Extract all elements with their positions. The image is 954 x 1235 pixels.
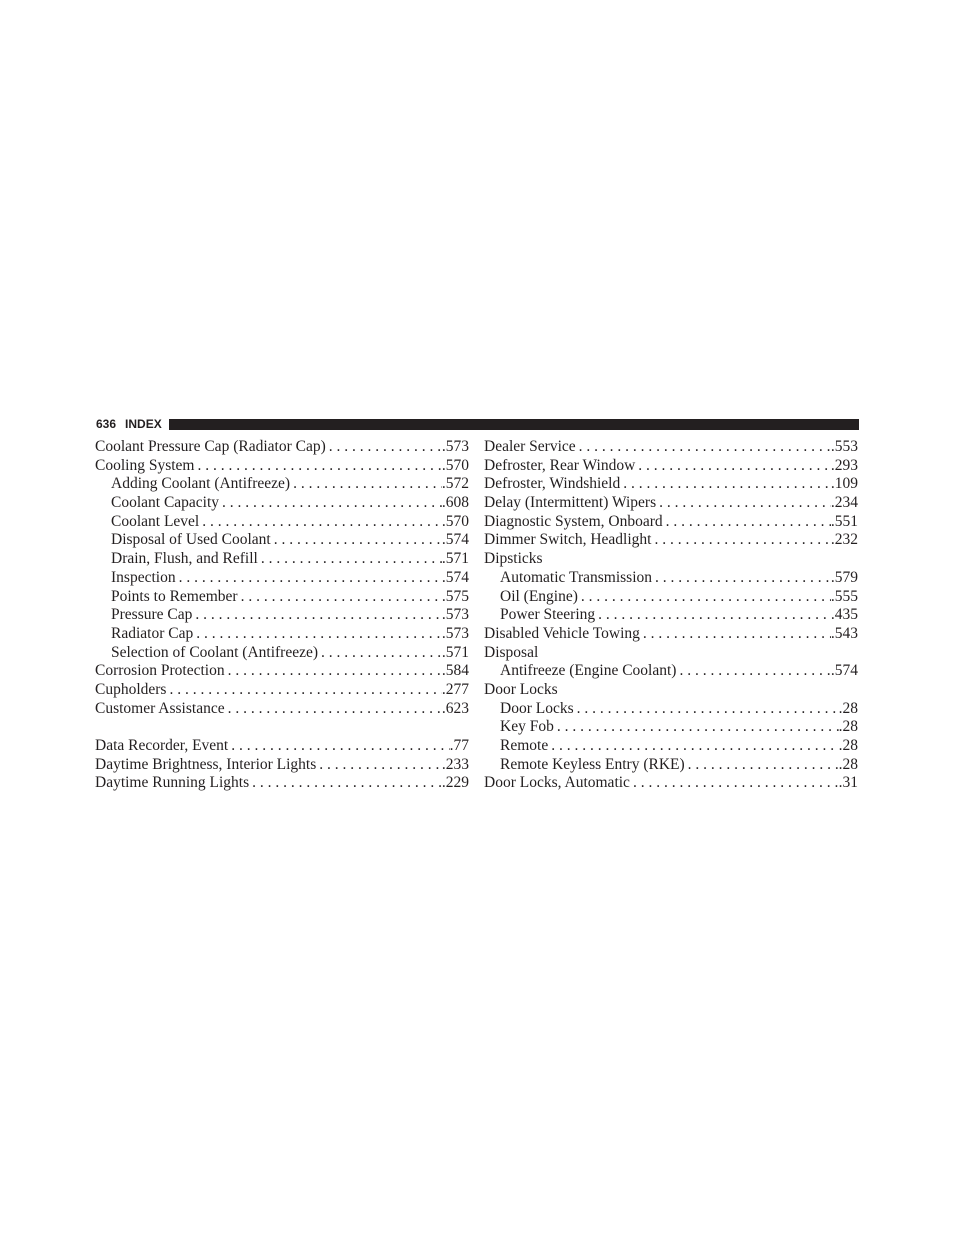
entry-label: Remote [500,737,549,754]
entry-label: Dimmer Switch, Headlight [484,531,652,549]
index-entry [484,625,858,644]
entry-label: Pressure Cap [111,606,193,624]
dot-leader [179,569,442,588]
dot-leader [222,494,442,513]
entry-page-number: .77 [449,737,469,754]
dot-leader [228,662,442,681]
index-entry [484,644,858,663]
dot-leader [169,681,441,700]
entry-label: Door Locks, Automatic [484,774,630,792]
page-number: 636 [96,417,117,431]
index-column-left [95,438,469,793]
entry-label: Defroster, Rear Window [484,456,636,474]
entry-label: Daytime Running Lights [95,774,250,792]
index-subentry [484,662,858,681]
index-subentry [95,588,469,607]
dot-leader [579,438,831,457]
dot-leader [659,494,831,513]
entry-page-number: .574 [830,662,858,680]
dot-leader [633,774,839,793]
index-entry [484,475,858,494]
entry-page-number: .571 [441,643,469,661]
entry-page-number: .555 [830,587,858,605]
index-entry [484,774,858,793]
index-subentry [95,513,469,532]
index-subentry [484,718,858,737]
entry-label: Points to Remember [111,587,238,605]
dot-leader [231,737,449,756]
index-entry [484,550,858,569]
entry-label: Disabled Vehicle Towing [484,624,640,642]
entry-label: Coolant Pressure Cap (Radiator Cap) [95,438,326,455]
entry-page-number: .623 [441,699,469,717]
dot-leader [679,662,830,681]
entry-label: Dipsticks [484,550,543,568]
entry-label: Corrosion Protection [95,662,225,680]
entry-page-number: .608 [441,494,469,512]
entry-page-number: .574 [441,568,469,586]
dot-leader [195,606,442,625]
index-entry [95,756,469,775]
index-entry [95,438,469,457]
entry-label: Adding Coolant (Antifreeze) [111,475,291,493]
index-subentry [95,475,469,494]
index-subentry [484,569,858,588]
dot-leader [577,700,839,719]
index-subentry [95,494,469,513]
dot-leader [241,588,442,607]
dot-leader [228,700,442,719]
index-entry [95,774,469,793]
section-title: INDEX [125,417,162,431]
entry-page-number: .543 [830,624,858,642]
entry-page-number: .28 [838,737,858,754]
dot-leader [202,513,442,532]
entry-page-number: .28 [838,699,858,717]
index-entry [484,513,858,532]
entry-page-number: .572 [441,475,469,493]
dot-leader [196,625,442,644]
entry-page-number: .553 [830,438,858,455]
entry-page-number: .109 [830,475,858,493]
index-subentry [95,531,469,550]
entry-label: Diagnostic System, Onboard [484,512,663,530]
entry-label: Customer Assistance [95,699,225,717]
entry-label: Automatic Transmission [500,568,653,586]
index-subentry [95,569,469,588]
index-entry [95,662,469,681]
dot-leader [261,550,442,569]
index-entry [95,681,469,700]
dot-leader [666,513,831,532]
entry-page-number: .234 [830,494,858,512]
index-entry [484,531,858,550]
dot-leader [319,756,442,775]
entry-label: Inspection [111,568,176,586]
dot-leader [654,531,830,550]
dot-leader [581,588,831,607]
entry-label: Cooling System [95,456,195,474]
index-column-right [484,438,858,793]
index-entry [484,494,858,513]
entry-page-number: .571 [441,550,469,568]
entry-label: Disposal [484,643,539,661]
entry-page-number: .573 [441,438,469,455]
index-entry [95,457,469,476]
entry-label: Defroster, Windshield [484,475,621,493]
entry-label: Delay (Intermittent) Wipers [484,494,657,512]
dot-leader [293,475,442,494]
entry-label: Coolant Level [111,512,200,530]
entry-page-number: .584 [441,662,469,680]
entry-label: Door Locks [484,680,558,698]
entry-page-number: .570 [441,512,469,530]
index-subentry [95,625,469,644]
dot-leader [655,569,831,588]
index-subentry [95,550,469,569]
entry-label: Data Recorder, Event [95,737,229,754]
entry-page-number: .551 [830,512,858,530]
index-subentry [484,606,858,625]
dot-leader [321,644,442,663]
index-subentry [484,588,858,607]
entry-label: Oil (Engine) [500,587,578,605]
index-subentry [95,644,469,663]
entry-page-number: .575 [441,587,469,605]
page-header [96,417,859,431]
index-subentry [95,606,469,625]
entry-label: Key Fob [500,718,554,736]
index-entry [95,737,469,756]
dot-leader [638,457,831,476]
index-subentry [484,756,858,775]
entry-page-number: .573 [441,606,469,624]
index-entry [484,457,858,476]
index-entry [484,438,858,457]
entry-label: Disposal of Used Coolant [111,531,271,549]
index-subentry [484,700,858,719]
entry-page-number: .435 [830,606,858,624]
entry-page-number: .28 [838,718,858,736]
entry-label: Remote Keyless Entry (RKE) [500,755,685,773]
entry-label: Door Locks [500,699,574,717]
entry-page-number: .293 [830,456,858,474]
entry-page-number: .233 [441,755,469,773]
header-rule [169,419,859,430]
index-subentry [484,737,858,756]
index-entry [95,700,469,719]
entry-page-number: .579 [830,568,858,586]
dot-leader [551,737,838,756]
entry-page-number: .229 [441,774,469,792]
entry-label: Daytime Brightness, Interior Lights [95,755,317,773]
index-spacer [95,718,469,737]
entry-page-number: .573 [441,624,469,642]
dot-leader [329,438,442,457]
entry-label: Power Steering [500,606,596,624]
dot-leader [274,531,442,550]
entry-page-number: .570 [441,456,469,474]
entry-label: Radiator Cap [111,624,194,642]
dot-leader [252,774,442,793]
dot-leader [557,718,839,737]
dot-leader [643,625,831,644]
dot-leader [598,606,831,625]
entry-label: Selection of Coolant (Antifreeze) [111,643,319,661]
index-entry [484,681,858,700]
dot-leader [197,457,441,476]
entry-label: Dealer Service [484,438,576,455]
entry-label: Coolant Capacity [111,494,220,512]
entry-label: Cupholders [95,680,167,698]
entry-label: Antifreeze (Engine Coolant) [500,662,677,680]
entry-page-number: .31 [838,774,858,792]
entry-page-number: .28 [838,755,858,773]
entry-page-number: .232 [830,531,858,549]
dot-leader [688,756,839,775]
entry-label: Drain, Flush, and Refill [111,550,258,568]
dot-leader [623,475,831,494]
entry-page-number: .574 [441,531,469,549]
entry-page-number: .277 [441,680,469,698]
